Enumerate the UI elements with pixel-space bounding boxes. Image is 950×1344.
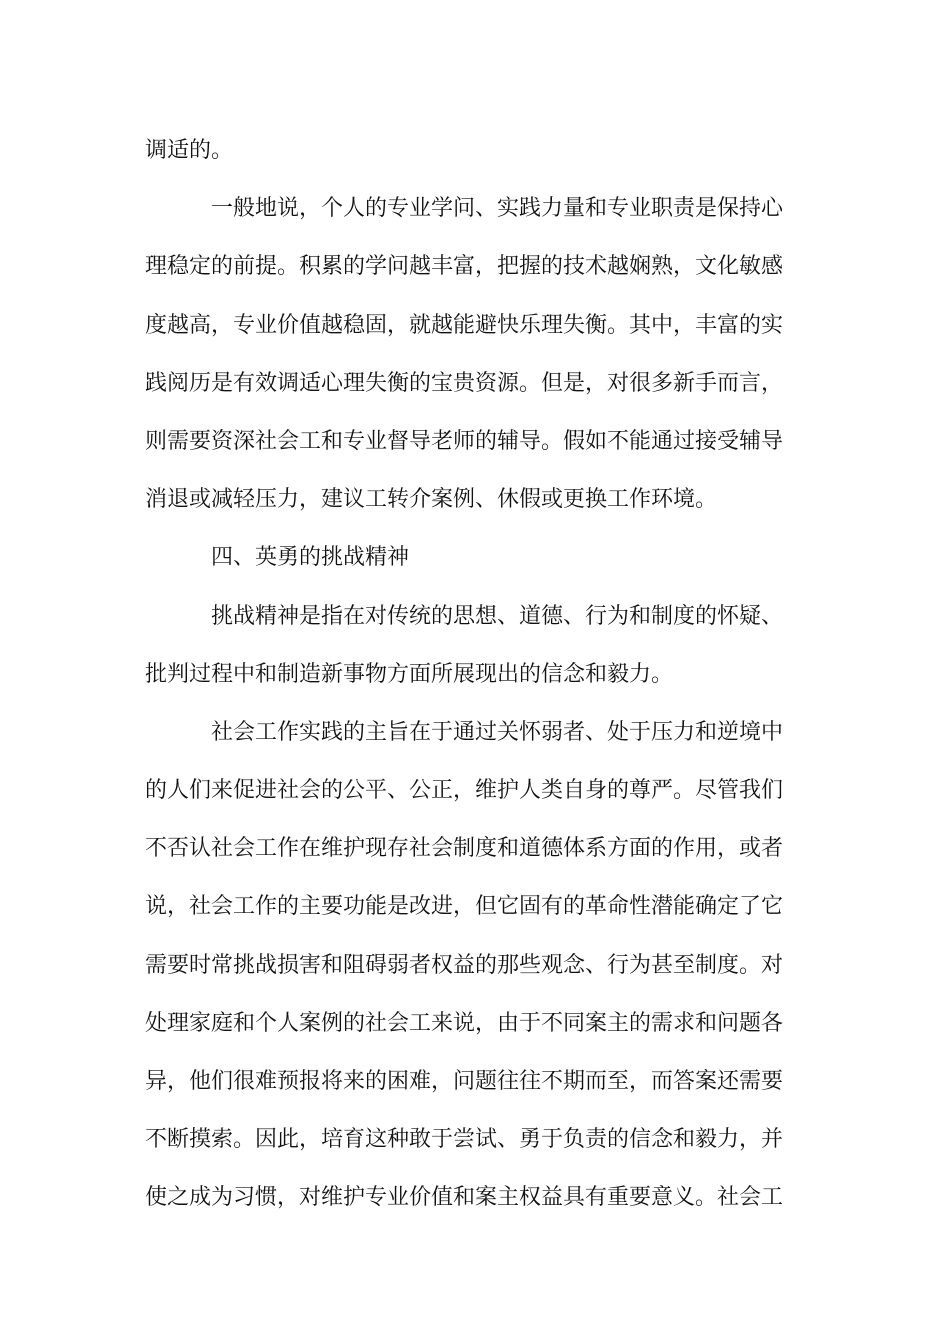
text-line: 不断摸索。因此，培育这种敢于尝试、勇于负责的信念和毅力，并 bbox=[145, 1127, 784, 1153]
text-line: 使之成为习惯，对维护专业价值和案主权益具有重要意义。社会工 bbox=[145, 1185, 784, 1211]
text-line: 消退或减轻压力，建议工转介案例、休假或更换工作环境。 bbox=[145, 487, 718, 513]
text-line: 处理家庭和个人案例的社会工来说，由于不同案主的需求和问题各 bbox=[145, 1010, 784, 1036]
text-line: 批判过程中和制造新事物方面所展现出的信念和毅力。 bbox=[145, 661, 674, 687]
text-line: 需要时常挑战损害和阻碍弱者权益的那些观念、行为甚至制度。对 bbox=[145, 952, 784, 978]
text-line: 异，他们很难预报将来的困难，问题往往不期而至，而答案还需要 bbox=[145, 1069, 784, 1094]
section-heading: 四、英勇的挑战精神 bbox=[211, 545, 410, 571]
text-line: 的人们来促进社会的公平、公正，维护人类自身的尊严。尽管我们 bbox=[145, 778, 784, 804]
text-line: 挑战精神是指在对传统的思想、道德、行为和制度的怀疑、 bbox=[211, 603, 784, 629]
text-line: 一般地说，个人的专业学问、实践力量和专业职责是保持心 bbox=[211, 196, 784, 222]
text-line: 理稳定的前提。积累的学问越丰富，把握的技术越娴熟，文化敏感 bbox=[145, 254, 784, 280]
text-line: 社会工作实践的主旨在于通过关怀弱者、处于压力和逆境中 bbox=[211, 719, 784, 745]
text-line: 说，社会工作的主要功能是改进，但它固有的革命性潜能确定了它 bbox=[145, 894, 784, 920]
text-line: 不否认社会工作在维护现存社会制度和道德体系方面的作用，或者 bbox=[145, 836, 784, 862]
text-line: 践阅历是有效调适心理失衡的宝贵资源。但是，对很多新手而言， bbox=[145, 370, 784, 396]
text-line: 度越高，专业价值越稳固，就越能避快乐理失衡。其中，丰富的实 bbox=[145, 312, 784, 338]
document-body bbox=[145, 122, 810, 1228]
text-line: 调适的。 bbox=[145, 138, 234, 163]
text-line: 则需要资深社会工和专业督导老师的辅导。假如不能通过接受辅导 bbox=[145, 428, 784, 454]
